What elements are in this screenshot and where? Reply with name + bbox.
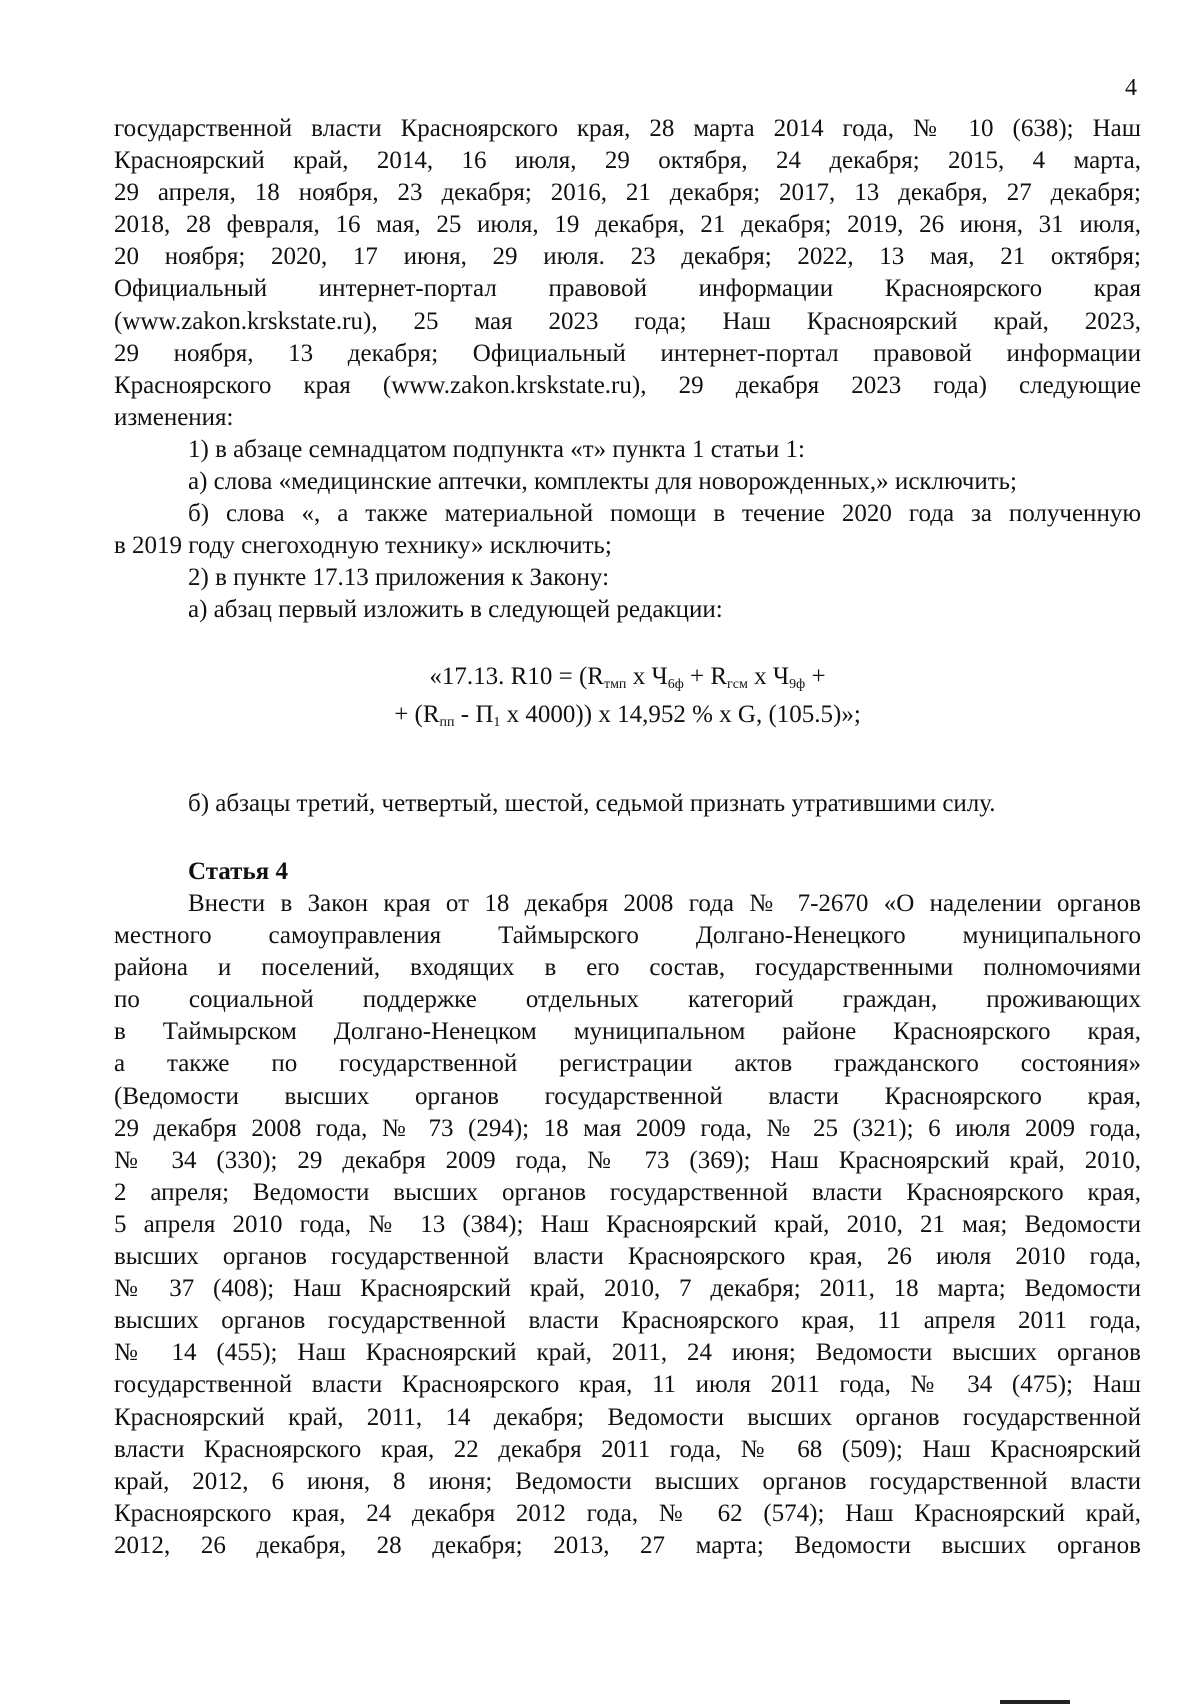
text-line: 20 ноября; 2020, 17 июня, 29 июля. 23 декабря; 2022, 13 мая, 21 октября; <box>114 243 1141 271</box>
text-line: (Ведомости высших органов государственной власти Красноярского края, <box>114 1082 1141 1110</box>
paragraph-continuation <box>114 113 1141 434</box>
article-body <box>114 888 1141 1562</box>
text-line: 29 апреля, 18 ноября, 23 декабря; 2016, 21 декабря; 2017, 13 декабря, 27 декабря; <box>114 179 1141 207</box>
text-line: государственной власти Красноярского края, 28 марта 2014 года, № 10 (638); Наш <box>114 115 1141 142</box>
list-item: б) абзацы третий, четвертый, шестой, седьмой признать утратившими силу. <box>188 790 996 817</box>
page-number: 4 <box>1125 75 1137 101</box>
text-line: высших органов государственной власти Красноярского края, 26 июля 2010 года, <box>114 1243 1141 1271</box>
text-line: высших органов государственной власти Красноярского края, 11 апреля 2011 года, <box>114 1307 1141 1335</box>
text-line: Красноярского края, 24 декабря 2012 года, № 62 (574); Наш Красноярский край, <box>114 1499 1141 1527</box>
list-item: а) абзац первый изложить в следующей редакции: <box>188 596 723 624</box>
text-line: № 34 (330); 29 декабря 2009 года, № 73 (369); Наш Красноярский край, 2010, <box>114 1146 1141 1174</box>
text-line: 29 ноября, 13 декабря; Официальный интернет-портал правовой информации <box>114 339 1141 367</box>
scan-artifact-mark <box>1000 1700 1070 1704</box>
amendment-list-continued <box>114 530 1141 626</box>
text-line: (www.zakon.krskstate.ru), 25 мая 2023 года; Наш Красноярский край, 2023, <box>114 307 1141 335</box>
list-item: 2) в пункте 17.13 приложения к Закону: <box>188 564 610 592</box>
text-line: власти Красноярского края, 22 декабря 2011 года, № 68 (509); Наш Красноярский <box>114 1435 1141 1463</box>
text-line: района и поселений, входящих в его состав, государственными полномочиями <box>114 954 1141 982</box>
list-item: а) слова «медицинские аптечки, комплекты для новорожденных,» исключить; <box>188 468 1017 496</box>
text-line: № 37 (408); Наш Красноярский край, 2010, 7 декабря; 2011, 18 марта; Ведомости <box>114 1275 1141 1303</box>
formula <box>114 658 1141 734</box>
text-line: в 2019 году снегоходную технику» исключить; <box>114 532 612 559</box>
text-line: 29 декабря 2008 года, № 73 (294); 18 мая 2009 года, № 25 (321); 6 июля 2009 года, <box>114 1114 1141 1142</box>
text-line: 2 апреля; Ведомости высших органов государственной власти Красноярского края, <box>114 1178 1141 1206</box>
text-line: 2018, 28 февраля, 16 мая, 25 июля, 19 декабря, 21 декабря; 2019, 26 июня, 31 июля, <box>114 211 1141 239</box>
text-line: местного самоуправления Таймырского Долгано-Ненецкого муниципального <box>114 922 1141 950</box>
text-line: 5 апреля 2010 года, № 13 (384); Наш Красноярский край, 2010, 21 мая; Ведомости <box>114 1210 1141 1238</box>
list-item: 1) в абзаце семнадцатом подпункта «т» пункта 1 статьи 1: <box>188 436 805 463</box>
article-heading: Статья 4 <box>188 858 288 885</box>
text-line: в Таймырском Долгано-Ненецком муниципальном районе Красноярского края, <box>114 1018 1141 1046</box>
formula-line-1: «17.13. $R10 = (R_{тмп}$ x $Ч_{6ф} + R_{гсм}$ x $Ч_{9ф}$ + <box>429 663 826 692</box>
text-line: край, 2012, 6 июня, 8 июня; Ведомости высших органов государственной власти <box>114 1467 1141 1495</box>
text-line: 2012, 26 декабря, 28 декабря; 2013, 27 марта; Ведомости высших органов <box>114 1531 1141 1559</box>
text-line: а также по государственной регистрации актов гражданского состояния» <box>114 1050 1141 1078</box>
text-line: Красноярский край, 2014, 16 июля, 29 октября, 24 декабря; 2015, 4 марта, <box>114 147 1141 175</box>
text-line: Внести в Закон края от 18 декабря 2008 года № 7-2670 «О наделении органов <box>188 890 1141 917</box>
amendment-list <box>114 434 1141 530</box>
formula-line-2: + ($R_{пп} - П_1$ x 4000)) x 14,952 % x G, (105.5)»; <box>394 701 861 730</box>
list-item: б) слова «, а также материальной помощи в течение 2020 года за полученную <box>188 500 1141 528</box>
text-line: Красноярский край, 2011, 14 декабря; Ведомости высших органов государственной <box>114 1403 1141 1431</box>
text-line: № 14 (455); Наш Красноярский край, 2011, 24 июня; Ведомости высших органов <box>114 1339 1141 1367</box>
text-line: государственной власти Красноярского края, 11 июля 2011 года, № 34 (475); Наш <box>114 1371 1141 1399</box>
text-line: Красноярского края (www.zakon.krskstate.ru), 29 декабря 2023 года) следующие <box>114 371 1141 399</box>
text-line: Официальный интернет-портал правовой информации Красноярского края <box>114 275 1141 303</box>
text-line: изменения: <box>114 403 234 431</box>
text-line: по социальной поддержке отдельных категорий граждан, проживающих <box>114 986 1141 1014</box>
paragraph-after-formula <box>114 788 1141 820</box>
